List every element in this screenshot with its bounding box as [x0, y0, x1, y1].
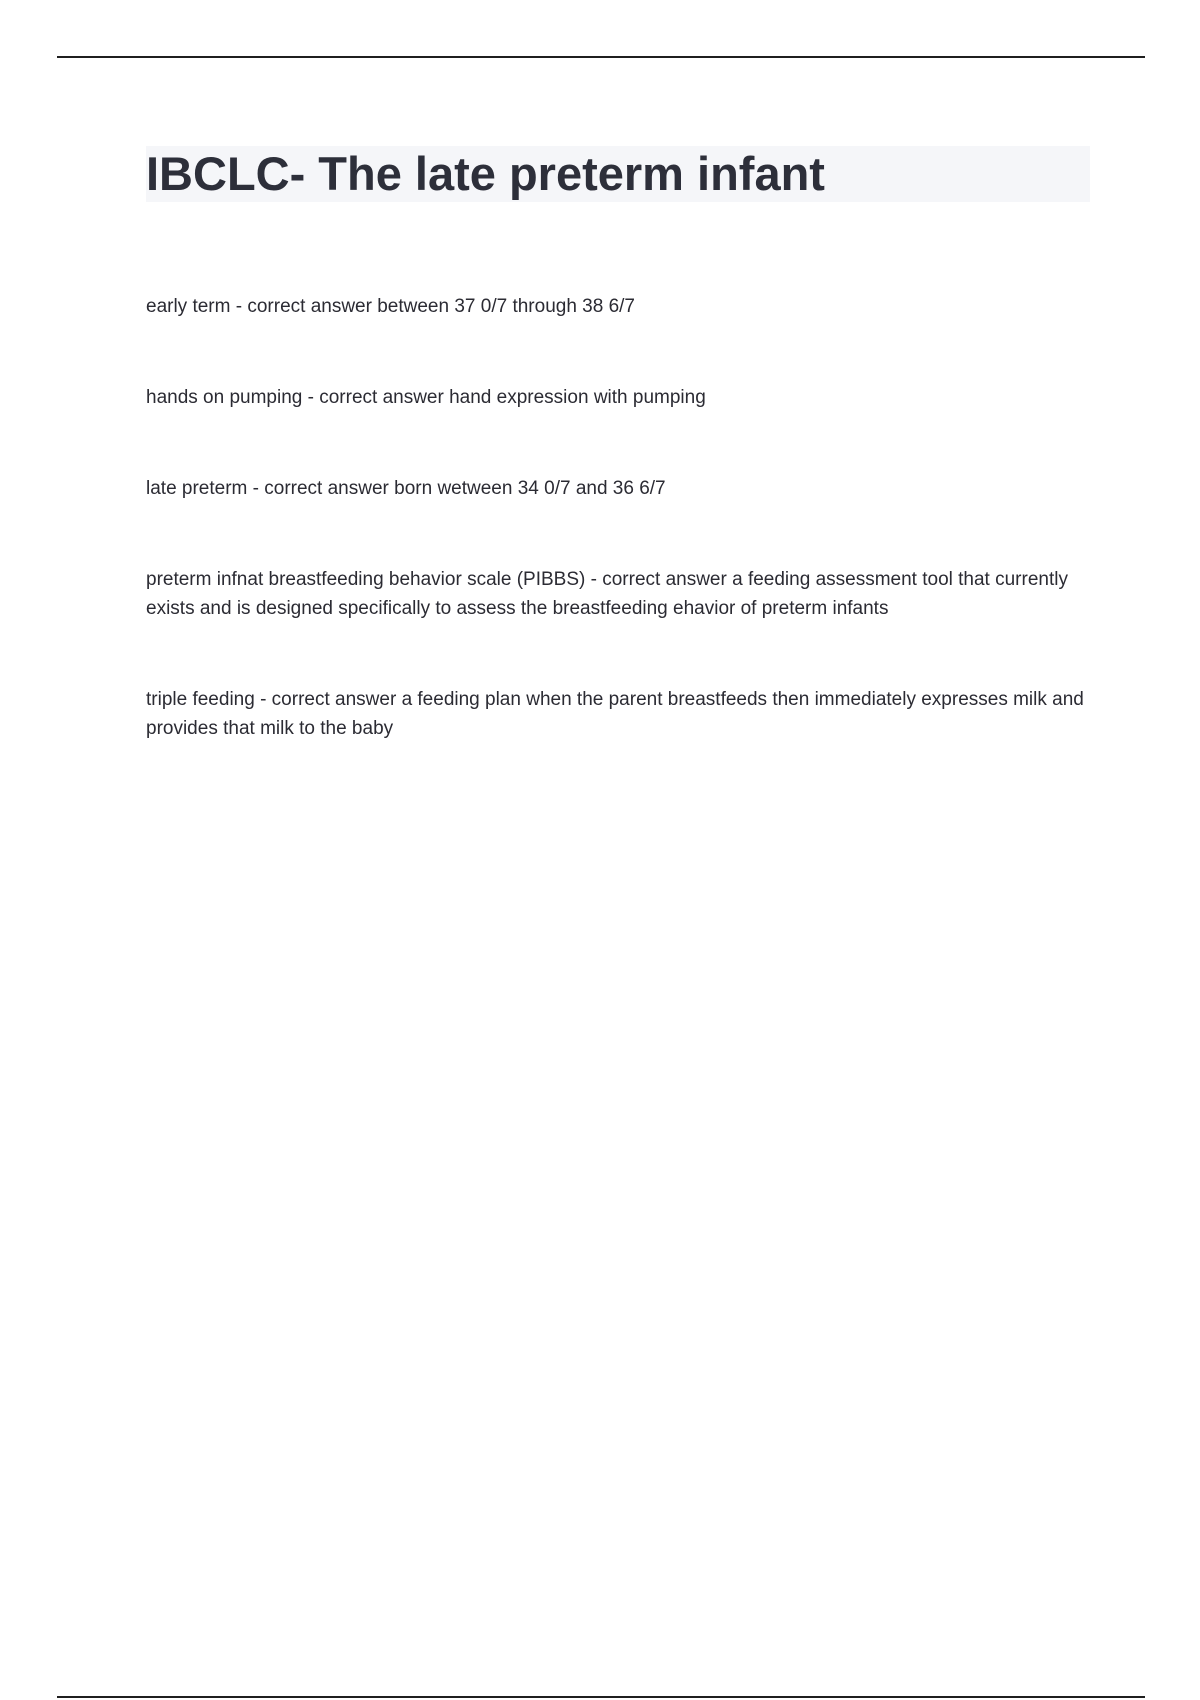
- entry-definition: a feeding assessment tool that currently exists and is designed specifically to assess the breastfeeding ehavior of preterm infants: [146, 569, 1068, 619]
- entry-definition: hand expression with pumping: [449, 387, 706, 408]
- entry-term: triple feeding: [146, 689, 255, 710]
- bottom-rule: [57, 1696, 1145, 1698]
- flashcard-entry: [146, 565, 1090, 623]
- top-rule: [57, 56, 1145, 58]
- flashcard-entry: [146, 685, 1090, 743]
- entry-definition: a feeding plan when the parent breastfeeds then immediately expresses milk and provides that milk to the baby: [146, 689, 1084, 739]
- entry-separator: - correct answer: [254, 689, 402, 710]
- entry-separator: - correct answer: [230, 296, 378, 317]
- flashcard-list: [146, 292, 1090, 805]
- entry-term: preterm infnat breastfeeding behavior scale (PIBBS): [146, 569, 586, 590]
- entry-definition: between 37 0/7 through 38 6/7: [377, 296, 635, 317]
- entry-definition: born wetween 34 0/7 and 36 6/7: [394, 478, 666, 499]
- entry-term: early term: [146, 296, 231, 317]
- page-title: IBCLC- The late preterm infant: [146, 147, 825, 200]
- entry-term: late preterm: [146, 478, 248, 499]
- entry-separator: - correct answer: [585, 569, 733, 590]
- flashcard-entry: [146, 474, 1090, 503]
- flashcard-entry: [146, 292, 1090, 321]
- entry-separator: - correct answer: [247, 478, 395, 499]
- entry-term: hands on pumping: [146, 387, 303, 408]
- entry-separator: - correct answer: [302, 387, 450, 408]
- flashcard-entry: [146, 383, 1090, 412]
